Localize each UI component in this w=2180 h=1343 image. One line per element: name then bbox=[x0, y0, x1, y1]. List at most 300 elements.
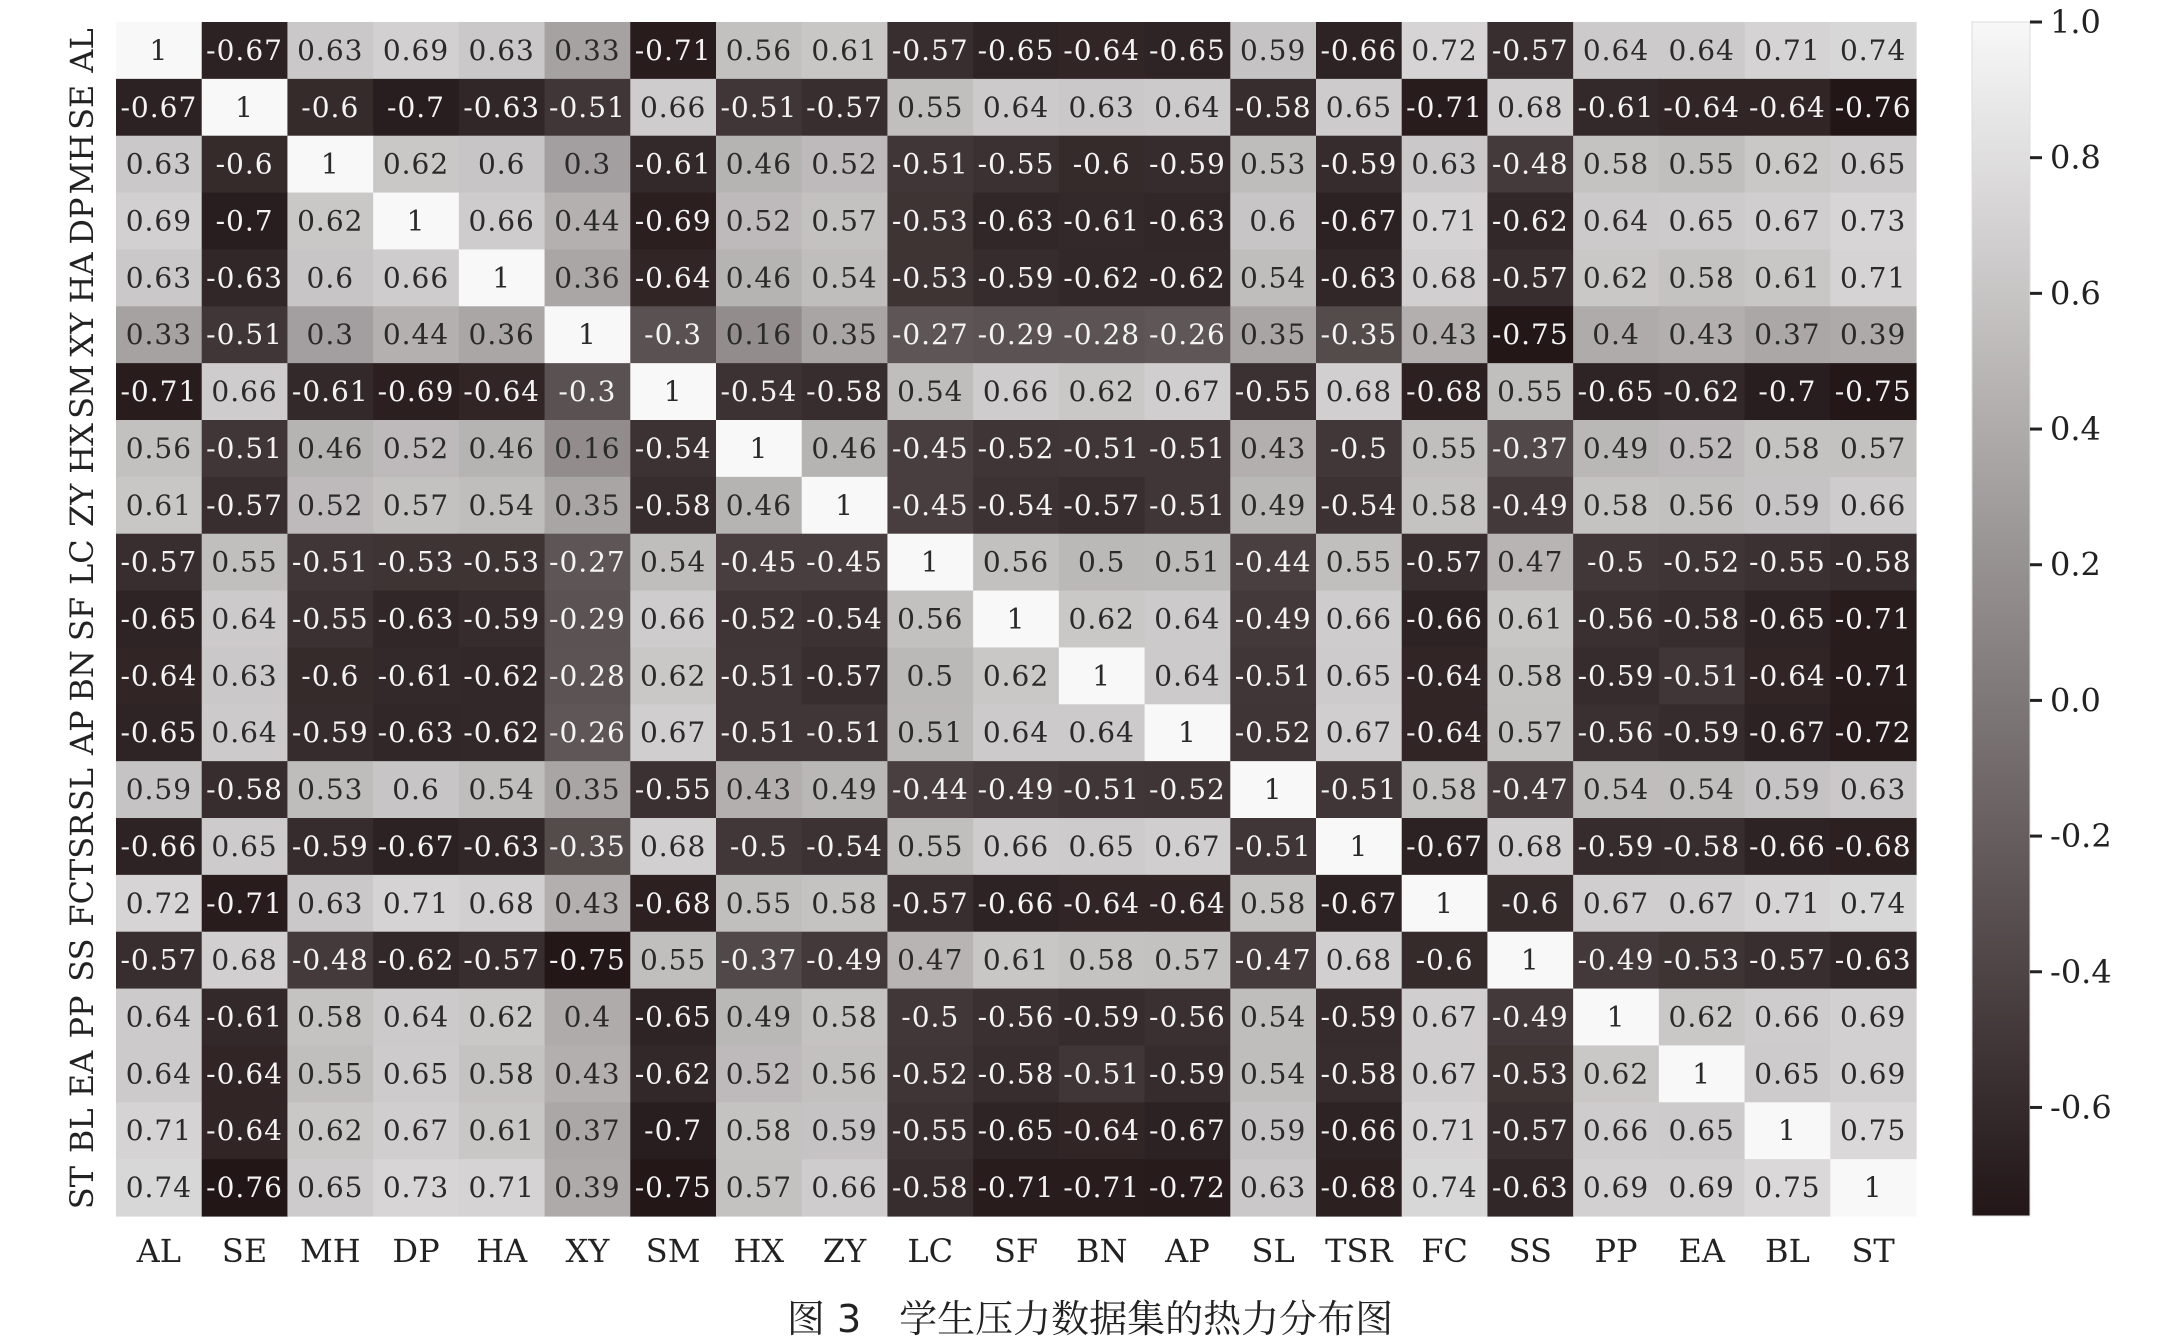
cell-value-label: 0.6 bbox=[1249, 204, 1297, 238]
cell-value-label: -0.61 bbox=[206, 1000, 283, 1034]
cell-value-label: 0.71 bbox=[125, 1114, 193, 1148]
x-tick-label: ST bbox=[1851, 1232, 1895, 1270]
cell-value-label: 0.55 bbox=[1325, 545, 1393, 579]
colorbar-tick-label: -0.4 bbox=[2050, 952, 2112, 991]
cell-value-label: -0.28 bbox=[1063, 318, 1141, 352]
cell-value-label: 0.44 bbox=[382, 318, 450, 352]
cell-value-label: -0.64 bbox=[206, 1114, 283, 1148]
cell-value-label: 0.66 bbox=[382, 261, 450, 295]
cell-value-label: 0.72 bbox=[125, 886, 193, 920]
cell-value-label: 0.49 bbox=[725, 1000, 793, 1034]
cell-value-label: -0.57 bbox=[1491, 1114, 1569, 1148]
cell-value-label: 0.69 bbox=[1668, 1171, 1735, 1205]
cell-value-label: 0.43 bbox=[1668, 318, 1735, 352]
cell-value-label: 0.56 bbox=[1668, 488, 1735, 522]
cell-value-label: 0.64 bbox=[1068, 716, 1135, 750]
cell-value-label: -0.5 bbox=[1587, 545, 1645, 579]
cell-value-label: 1 bbox=[1520, 943, 1540, 977]
cell-value-label: -0.76 bbox=[1834, 90, 1912, 124]
cell-value-label: -0.35 bbox=[1320, 318, 1398, 352]
colorbar-gradient bbox=[1972, 22, 2030, 1216]
cell-value-label: 1 bbox=[492, 261, 512, 295]
cell-value-label: -0.51 bbox=[1234, 659, 1312, 693]
cell-value-label: -0.57 bbox=[463, 943, 541, 977]
cell-value-label: -0.59 bbox=[1577, 659, 1655, 693]
cell-value-label: -0.51 bbox=[1063, 431, 1141, 465]
cell-value-label: -0.63 bbox=[1149, 204, 1226, 238]
cell-value-label: 0.65 bbox=[1325, 659, 1393, 693]
cell-value-label: -0.64 bbox=[1063, 1114, 1141, 1148]
cell-value-label: 0.74 bbox=[1839, 886, 1907, 920]
cell-value-label: 0.67 bbox=[1154, 375, 1221, 409]
cell-value-label: -0.45 bbox=[806, 545, 883, 579]
cell-value-label: 0.54 bbox=[1239, 1057, 1307, 1091]
x-tick-label: SL bbox=[1251, 1232, 1295, 1270]
cell-value-label: -0.59 bbox=[463, 602, 541, 636]
cell-value-label: -0.54 bbox=[634, 431, 712, 465]
cell-value-label: 0.69 bbox=[1582, 1171, 1650, 1205]
cell-value-label: 0.55 bbox=[897, 90, 964, 124]
cell-value-label: -0.48 bbox=[291, 943, 369, 977]
cell-value-label: 0.39 bbox=[554, 1171, 621, 1205]
cell-value-label: -0.55 bbox=[634, 773, 712, 807]
cell-value-label: -0.56 bbox=[1577, 716, 1655, 750]
cell-value-label: 0.58 bbox=[1582, 488, 1650, 522]
cell-value-label: 0.64 bbox=[125, 1057, 193, 1091]
cell-value-label: -0.49 bbox=[1234, 602, 1312, 636]
cell-value-label: 0.54 bbox=[639, 545, 707, 579]
cell-value-label: -0.62 bbox=[1491, 204, 1569, 238]
cell-value-label: -0.51 bbox=[1234, 829, 1312, 863]
cell-value-label: 0.64 bbox=[1582, 204, 1650, 238]
cell-value-label: -0.51 bbox=[1149, 431, 1226, 465]
y-tick-label: BN bbox=[63, 650, 101, 702]
cell-value-label: -0.5 bbox=[1329, 431, 1388, 465]
cell-value-label: -0.65 bbox=[1749, 602, 1826, 636]
y-axis-tick-labels bbox=[63, 28, 101, 1209]
y-tick-label: HA bbox=[63, 252, 101, 304]
cell-value-label: 0.61 bbox=[1497, 602, 1564, 636]
cell-value-label: -0.3 bbox=[644, 318, 703, 352]
cell-value-label: -0.52 bbox=[977, 431, 1055, 465]
cell-value-label: 0.75 bbox=[1839, 1114, 1907, 1148]
cell-value-label: -0.53 bbox=[1663, 943, 1741, 977]
cell-value-label: 0.54 bbox=[1582, 773, 1650, 807]
cell-value-label: -0.57 bbox=[120, 545, 198, 579]
x-tick-label: TSR bbox=[1325, 1232, 1393, 1270]
cell-value-label: 0.65 bbox=[1668, 1114, 1735, 1148]
cell-value-label: 0.67 bbox=[1154, 829, 1221, 863]
cell-value-label: 0.53 bbox=[297, 773, 364, 807]
cell-value-label: -0.66 bbox=[120, 829, 198, 863]
cell-value-label: -0.51 bbox=[1063, 773, 1141, 807]
cell-value-label: -0.66 bbox=[1320, 33, 1398, 67]
cell-value-label: 0.56 bbox=[897, 602, 964, 636]
cell-value-label: 0.65 bbox=[297, 1171, 364, 1205]
cell-value-label: -0.64 bbox=[1406, 716, 1483, 750]
cell-value-label: -0.44 bbox=[891, 773, 969, 807]
cell-value-label: -0.58 bbox=[1234, 90, 1312, 124]
cell-value-label: 0.67 bbox=[1582, 886, 1650, 920]
y-tick-label: XY bbox=[63, 312, 101, 357]
cell-value-label: -0.71 bbox=[634, 33, 712, 67]
cell-value-label: 0.62 bbox=[297, 1114, 364, 1148]
cell-value-label: -0.57 bbox=[1406, 545, 1483, 579]
y-tick-label: ZY bbox=[63, 483, 102, 527]
cell-value-label: -0.6 bbox=[301, 659, 360, 693]
cell-value-label: 0.64 bbox=[1154, 90, 1221, 124]
cell-value-label: -0.62 bbox=[1663, 375, 1741, 409]
cell-value-label: -0.59 bbox=[1149, 1057, 1226, 1091]
cell-value-label: 0.6 bbox=[477, 147, 526, 181]
cell-value-label: 0.63 bbox=[1068, 90, 1135, 124]
cell-value-label: 0.66 bbox=[982, 829, 1050, 863]
cell-value-label: 0.62 bbox=[382, 147, 450, 181]
cell-value-label: -0.35 bbox=[549, 829, 626, 863]
cell-value-label: -0.75 bbox=[1834, 375, 1912, 409]
cell-value-label: 0.65 bbox=[1754, 1057, 1821, 1091]
cell-value-label: -0.64 bbox=[1063, 33, 1141, 67]
x-tick-label: FC bbox=[1421, 1232, 1468, 1270]
cell-value-label: 0.73 bbox=[1839, 204, 1907, 238]
cell-value-label: -0.51 bbox=[720, 90, 798, 124]
y-tick-label: AL bbox=[63, 28, 101, 73]
cell-value-label: -0.6 bbox=[1415, 943, 1474, 977]
cell-value-label: -0.62 bbox=[1149, 261, 1226, 295]
cell-value-label: 0.64 bbox=[125, 1000, 193, 1034]
cell-value-label: -0.59 bbox=[977, 261, 1055, 295]
cell-value-label: 1 bbox=[1692, 1057, 1712, 1091]
cell-value-label: 0.56 bbox=[125, 431, 193, 465]
cell-value-label: -0.58 bbox=[1663, 829, 1741, 863]
cell-value-label: 0.16 bbox=[725, 318, 793, 352]
cell-value-label: 0.68 bbox=[1325, 943, 1393, 977]
cell-value-label: -0.54 bbox=[720, 375, 798, 409]
cell-value-label: 0.63 bbox=[1411, 147, 1478, 181]
x-tick-label: HX bbox=[733, 1232, 785, 1270]
cell-value-label: 0.62 bbox=[639, 659, 707, 693]
cell-value-label: -0.65 bbox=[120, 716, 198, 750]
cell-value-label: -0.57 bbox=[206, 488, 283, 522]
cell-value-label: -0.57 bbox=[1063, 488, 1141, 522]
cell-value-label: -0.54 bbox=[1320, 488, 1398, 522]
cell-value-label: 0.61 bbox=[811, 33, 878, 67]
cell-value-label: 0.69 bbox=[1839, 1057, 1907, 1091]
cell-value-label: -0.64 bbox=[1749, 659, 1826, 693]
cell-value-label: -0.67 bbox=[120, 90, 198, 124]
cell-value-label: 0.37 bbox=[554, 1114, 621, 1148]
cell-value-label: 0.66 bbox=[468, 204, 535, 238]
cell-value-label: 0.64 bbox=[1582, 33, 1650, 67]
cell-value-label: 0.33 bbox=[554, 33, 621, 67]
cell-value-label: 0.67 bbox=[1411, 1057, 1478, 1091]
cell-value-label: -0.62 bbox=[377, 943, 455, 977]
cell-value-label: 0.66 bbox=[639, 90, 707, 124]
y-tick-label: TSR bbox=[63, 812, 101, 881]
cell-value-label: -0.56 bbox=[977, 1000, 1055, 1034]
cell-value-label: -0.61 bbox=[634, 147, 712, 181]
cell-value-label: -0.61 bbox=[1063, 204, 1141, 238]
cell-value-label: -0.27 bbox=[549, 545, 626, 579]
cell-value-label: 0.46 bbox=[468, 431, 535, 465]
cell-value-label: -0.59 bbox=[1320, 147, 1398, 181]
x-tick-label: DP bbox=[392, 1232, 440, 1270]
x-axis-tick-labels bbox=[136, 1232, 1896, 1270]
colorbar-tick-label: 0.0 bbox=[2050, 681, 2101, 720]
cell-value-label: 0.52 bbox=[725, 1057, 793, 1091]
cell-value-label: -0.45 bbox=[720, 545, 798, 579]
cell-value-label: 0.58 bbox=[1411, 488, 1478, 522]
cell-value-label: -0.65 bbox=[634, 1000, 712, 1034]
cell-value-label: 0.46 bbox=[725, 147, 793, 181]
cell-value-label: 0.46 bbox=[297, 431, 364, 465]
cell-value-label: -0.54 bbox=[806, 602, 883, 636]
x-tick-label: SF bbox=[993, 1232, 1039, 1270]
cell-value-label: 0.59 bbox=[125, 773, 193, 807]
cell-value-label: 0.71 bbox=[1754, 886, 1821, 920]
cell-value-label: -0.65 bbox=[1149, 33, 1226, 67]
cell-value-label: 1 bbox=[1178, 716, 1197, 750]
cell-value-label: -0.37 bbox=[1491, 431, 1569, 465]
cell-value-label: 0.36 bbox=[554, 261, 621, 295]
cell-value-label: 0.66 bbox=[211, 375, 278, 409]
cell-value-label: 0.68 bbox=[211, 943, 278, 977]
cell-value-label: 0.58 bbox=[1239, 886, 1307, 920]
cell-value-label: -0.26 bbox=[549, 716, 626, 750]
cell-value-label: 0.58 bbox=[1411, 773, 1478, 807]
cell-value-label: 0.71 bbox=[382, 886, 450, 920]
cell-value-label: 0.52 bbox=[811, 147, 878, 181]
cell-value-label: 0.63 bbox=[1239, 1171, 1307, 1205]
cell-value-label: 0.59 bbox=[811, 1114, 878, 1148]
cell-value-label: -0.62 bbox=[463, 659, 541, 693]
cell-value-label: -0.6 bbox=[1501, 886, 1560, 920]
cell-value-label: -0.51 bbox=[1663, 659, 1741, 693]
cell-value-label: 0.64 bbox=[982, 90, 1050, 124]
cell-value-label: -0.53 bbox=[1491, 1057, 1569, 1091]
cell-value-label: 0.62 bbox=[1068, 602, 1135, 636]
cell-value-label: 0.63 bbox=[211, 659, 278, 693]
cell-value-label: 0.37 bbox=[1754, 318, 1821, 352]
cell-value-label: -0.64 bbox=[1749, 90, 1826, 124]
cell-value-label: -0.7 bbox=[644, 1114, 703, 1148]
cell-value-label: -0.6 bbox=[1072, 147, 1131, 181]
cell-value-label: 1 bbox=[149, 33, 169, 67]
cell-value-label: 0.62 bbox=[1068, 375, 1135, 409]
cell-value-label: 0.68 bbox=[1497, 829, 1564, 863]
cell-value-label: -0.68 bbox=[634, 886, 712, 920]
cell-value-label: 0.62 bbox=[1582, 1057, 1650, 1091]
cell-value-label: -0.71 bbox=[1834, 659, 1912, 693]
figure-caption: 图 3 学生压力数据集的热力分布图 bbox=[786, 1297, 1394, 1341]
cell-value-label: -0.53 bbox=[891, 204, 969, 238]
colorbar-tick-label: 0.6 bbox=[2050, 274, 2101, 313]
cell-value-label: -0.65 bbox=[977, 1114, 1055, 1148]
cell-value-label: -0.55 bbox=[291, 602, 369, 636]
cell-value-label: 0.69 bbox=[382, 33, 450, 67]
cell-value-label: -0.49 bbox=[1577, 943, 1655, 977]
cell-value-label: 0.51 bbox=[1154, 545, 1221, 579]
cell-value-label: -0.75 bbox=[634, 1171, 712, 1205]
cell-value-label: 0.62 bbox=[982, 659, 1050, 693]
cell-value-label: -0.55 bbox=[1749, 545, 1826, 579]
cell-value-label: -0.53 bbox=[377, 545, 455, 579]
cell-value-label: -0.75 bbox=[549, 943, 626, 977]
cell-value-label: 0.53 bbox=[1239, 147, 1307, 181]
cell-value-label: -0.69 bbox=[634, 204, 712, 238]
cell-value-label: -0.51 bbox=[806, 716, 883, 750]
y-tick-label: SF bbox=[63, 596, 101, 642]
cell-value-label: 0.54 bbox=[897, 375, 964, 409]
cell-value-label: 1 bbox=[406, 204, 426, 238]
cell-value-label: -0.51 bbox=[206, 318, 283, 352]
cell-value-label: 0.54 bbox=[811, 261, 878, 295]
cell-value-label: -0.64 bbox=[1063, 886, 1141, 920]
cell-value-label: 0.63 bbox=[297, 886, 364, 920]
x-tick-label: SE bbox=[221, 1232, 268, 1270]
cell-value-label: 0.62 bbox=[1668, 1000, 1735, 1034]
cell-value-label: 1 bbox=[663, 375, 683, 409]
cell-value-label: 0.43 bbox=[1411, 318, 1478, 352]
colorbar-tick-label: -0.6 bbox=[2050, 1088, 2112, 1127]
cell-value-label: -0.59 bbox=[1149, 147, 1226, 181]
cell-value-label: -0.62 bbox=[463, 716, 541, 750]
cell-value-label: 0.55 bbox=[725, 886, 793, 920]
cell-value-label: -0.65 bbox=[120, 602, 198, 636]
cell-value-label: -0.61 bbox=[1577, 90, 1655, 124]
cell-value-label: -0.51 bbox=[1149, 488, 1226, 522]
cell-value-label: -0.68 bbox=[1834, 829, 1912, 863]
cell-value-label: 0.57 bbox=[725, 1171, 793, 1205]
cell-value-label: 0.57 bbox=[1154, 943, 1221, 977]
cell-value-label: 0.68 bbox=[639, 829, 707, 863]
cell-value-label: -0.53 bbox=[891, 261, 969, 295]
cell-value-label: -0.51 bbox=[291, 545, 369, 579]
cell-value-label: -0.52 bbox=[1234, 716, 1312, 750]
cell-value-label: -0.64 bbox=[1149, 886, 1226, 920]
cell-value-label: 1 bbox=[1863, 1171, 1883, 1205]
cell-value-label: 0.62 bbox=[1582, 261, 1650, 295]
cell-value-label: -0.71 bbox=[1834, 602, 1912, 636]
cell-value-label: 0.65 bbox=[1839, 147, 1907, 181]
cell-value-label: -0.37 bbox=[720, 943, 798, 977]
cell-value-label: 0.75 bbox=[1754, 1171, 1821, 1205]
cell-value-label: -0.56 bbox=[1577, 602, 1655, 636]
cell-value-label: -0.65 bbox=[977, 33, 1055, 67]
cell-value-label: 0.65 bbox=[1068, 829, 1135, 863]
cell-value-label: 0.72 bbox=[1411, 33, 1478, 67]
cell-value-label: 0.66 bbox=[1839, 488, 1907, 522]
cell-value-label: 0.57 bbox=[382, 488, 450, 522]
cell-value-label: 0.58 bbox=[1668, 261, 1735, 295]
cell-value-label: 0.55 bbox=[1497, 375, 1564, 409]
cell-value-label: -0.66 bbox=[1320, 1114, 1398, 1148]
cell-value-label: -0.48 bbox=[1491, 147, 1569, 181]
cell-value-label: 0.64 bbox=[382, 1000, 450, 1034]
cell-value-label: 0.66 bbox=[982, 375, 1050, 409]
y-tick-label: ST bbox=[63, 1165, 101, 1210]
cell-value-label: -0.66 bbox=[1406, 602, 1483, 636]
cell-value-label: 0.52 bbox=[382, 431, 450, 465]
cell-value-label: -0.69 bbox=[377, 375, 455, 409]
cell-value-label: -0.71 bbox=[206, 886, 283, 920]
cell-value-label: 0.4 bbox=[563, 1000, 612, 1034]
cell-value-label: -0.49 bbox=[1491, 488, 1569, 522]
x-tick-label: EA bbox=[1678, 1232, 1725, 1270]
cell-value-label: -0.47 bbox=[1491, 773, 1569, 807]
cell-value-label: 0.6 bbox=[392, 773, 440, 807]
cell-value-label: -0.51 bbox=[549, 90, 626, 124]
cell-value-label: -0.66 bbox=[977, 886, 1055, 920]
cell-value-label: 0.59 bbox=[1239, 1114, 1307, 1148]
cell-value-label: 1 bbox=[749, 431, 769, 465]
cell-value-label: -0.71 bbox=[1406, 90, 1483, 124]
cell-value-label: -0.76 bbox=[206, 1171, 283, 1205]
cell-value-label: 0.61 bbox=[982, 943, 1050, 977]
cell-value-label: 0.71 bbox=[1411, 204, 1478, 238]
cell-value-label: -0.63 bbox=[377, 602, 455, 636]
cell-value-label: -0.64 bbox=[206, 1057, 283, 1091]
cell-value-label: 0.69 bbox=[1839, 1000, 1907, 1034]
x-tick-label: BL bbox=[1765, 1232, 1810, 1270]
cell-value-label: 0.63 bbox=[125, 261, 193, 295]
colorbar-tick-label: 0.4 bbox=[2050, 410, 2101, 449]
cell-value-label: -0.62 bbox=[634, 1057, 712, 1091]
x-tick-label: LC bbox=[907, 1232, 954, 1270]
cell-value-label: -0.28 bbox=[549, 659, 626, 693]
cell-value-label: -0.67 bbox=[1320, 886, 1398, 920]
x-tick-label: SS bbox=[1508, 1232, 1552, 1270]
y-tick-label: LC bbox=[63, 539, 101, 586]
cell-value-label: -0.51 bbox=[1063, 1057, 1141, 1091]
cell-value-label: 0.65 bbox=[1668, 204, 1735, 238]
cell-value-label: -0.65 bbox=[1577, 375, 1655, 409]
cell-value-label: 1 bbox=[920, 545, 940, 579]
cell-value-label: -0.66 bbox=[1749, 829, 1826, 863]
colorbar-tick-label: -0.2 bbox=[2050, 817, 2112, 856]
cell-value-label: -0.63 bbox=[377, 716, 455, 750]
y-tick-label: EA bbox=[63, 1050, 101, 1098]
cell-value-label: 0.33 bbox=[125, 318, 193, 352]
cell-value-label: 0.55 bbox=[297, 1057, 364, 1091]
cell-value-label: 0.46 bbox=[725, 261, 793, 295]
cell-value-label: -0.58 bbox=[1320, 1057, 1398, 1091]
colorbar-tick-label: 0.2 bbox=[2050, 545, 2101, 584]
cell-value-label: 0.58 bbox=[468, 1057, 535, 1091]
cell-value-label: 0.57 bbox=[1497, 716, 1564, 750]
y-tick-label: SM bbox=[63, 364, 101, 419]
cell-value-label: 0.35 bbox=[1239, 318, 1307, 352]
cell-value-label: 0.63 bbox=[1839, 773, 1907, 807]
cell-value-label: -0.59 bbox=[291, 829, 369, 863]
cell-value-label: 0.66 bbox=[1325, 602, 1393, 636]
cell-value-label: 0.59 bbox=[1239, 33, 1307, 67]
cell-value-label: -0.59 bbox=[1320, 1000, 1398, 1034]
cell-value-label: -0.57 bbox=[891, 33, 969, 67]
cell-value-label: 1 bbox=[835, 488, 854, 522]
cell-value-label: -0.57 bbox=[891, 886, 969, 920]
cell-value-label: -0.44 bbox=[1234, 545, 1312, 579]
cell-value-label: -0.63 bbox=[1834, 943, 1912, 977]
cell-value-label: -0.58 bbox=[206, 773, 283, 807]
cell-value-label: -0.52 bbox=[891, 1057, 969, 1091]
cell-value-label: -0.51 bbox=[720, 659, 798, 693]
cell-value-label: 0.39 bbox=[1839, 318, 1907, 352]
cell-value-label: 0.58 bbox=[1497, 659, 1564, 693]
cell-value-label: -0.62 bbox=[1063, 261, 1141, 295]
cell-value-label: 1 bbox=[1006, 602, 1026, 636]
cell-value-label: -0.58 bbox=[1834, 545, 1912, 579]
